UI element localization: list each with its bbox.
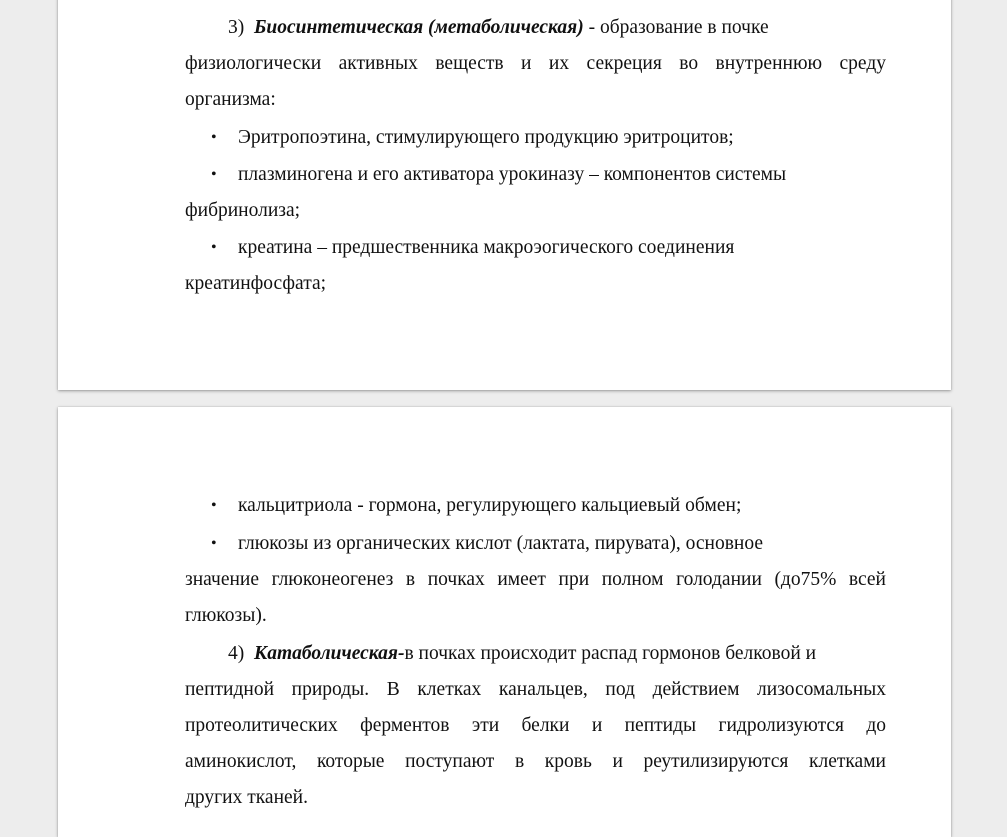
item4-number: 4) (228, 643, 245, 664)
bullet-5-line1: глюкозы из органических кислот (лактата, пирувата), основное (238, 533, 763, 554)
document-page-2 (58, 407, 951, 837)
item3-term: Биосинтетическая (метаболическая) (254, 17, 584, 38)
item3-number: 3) (228, 17, 245, 38)
item3-first-line (228, 15, 769, 41)
bullet-5-line2: значение глюконеогенез в почках имеет при полном голодании (до75% всей (185, 569, 886, 590)
bullet-icon: • (211, 166, 217, 183)
item4-rest: в почках происходит распад гормонов белковой и (404, 643, 817, 664)
item3-rest: - образование в почке (583, 17, 769, 38)
bullet-3-line1: креатина – предшественника макроэогического соединения (238, 237, 735, 258)
document-page-1 (58, 0, 951, 390)
bullet-2-line2: фибринолиза; (185, 200, 301, 221)
bullet-3-line2: креатинфосфата; (185, 273, 327, 294)
item4-line4: аминокислот, которые поступают в кровь и реутилизируются клетками (185, 751, 886, 772)
item4-term: Катаболическая- (254, 643, 405, 664)
bullet-2-line1: плазминогена и его активатора урокиназу – компонентов системы (238, 164, 787, 185)
bullet-icon: • (211, 239, 217, 256)
item3-line2: физиологически активных веществ и их секреция во внутреннюю среду (185, 53, 886, 74)
item4-first-line (228, 641, 816, 667)
bullet-icon: • (211, 497, 217, 514)
item3-line3: организма: (185, 89, 276, 110)
bullet-5-line3: глюкозы). (185, 605, 267, 626)
bullet-icon: • (211, 129, 217, 146)
item4-line3: протеолитических ферментов эти белки и пептиды гидролизуются до (185, 715, 886, 736)
bullet-1-line1: Эритропоэтина, стимулирующего продукцию эритроцитов; (238, 127, 734, 148)
bullet-icon: • (211, 535, 217, 552)
item4-line5: других тканей. (185, 787, 308, 808)
item4-line2: пептидной природы. В клетках канальцев, под действием лизосомальных (185, 679, 886, 700)
bullet-4-line1: кальцитриола - гормона, регулирующего кальциевый обмен; (238, 495, 742, 516)
